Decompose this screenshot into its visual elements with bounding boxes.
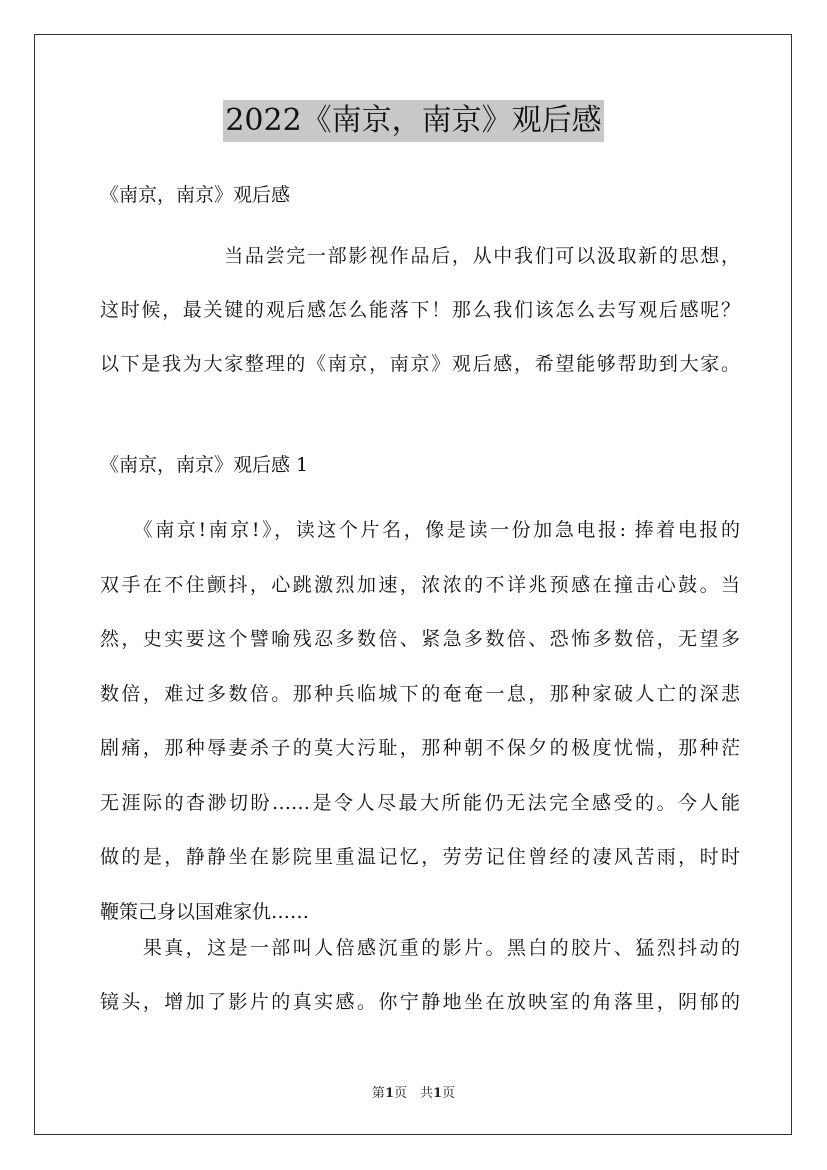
paragraph-line: 剧痛，那种辱妻杀子的莫大污耻，那种朝不保夕的极度忧惴，那种茫 (100, 737, 740, 759)
body-paragraph-2 (100, 921, 740, 1029)
section-heading: 《南京，南京》观后感 1 (100, 454, 309, 476)
document-subtitle: 《南京，南京》观后感 (100, 184, 291, 206)
paragraph-line: 然，史实要这个譬喻残忍多数倍、紧急多数倍、恐怖多数倍，无望多 (100, 628, 740, 650)
paragraph-line: 无涯际的杳渺切盼……是令人尽最大所能仍无法完全感受的。今人能 (100, 791, 740, 814)
intro-line: 这时候，最关键的观后感怎么能落下！那么我们该怎么去写观后感呢？ (100, 299, 740, 321)
paragraph-line: 镜头，增加了影片的真实感。你宁静地坐在放映室的角落里，阴郁的 (100, 991, 740, 1013)
document-title: 2022《南京，南京》观后感 (223, 100, 603, 142)
paragraph-line: 鞭策己身以国难家仇…… (100, 900, 310, 923)
footer-page-number: 1 (384, 1086, 394, 1101)
footer-page-total: 1 (433, 1086, 443, 1101)
footer-mid: 页 共 (393, 1086, 433, 1101)
body-paragraph-1 (100, 503, 740, 939)
title-container (0, 100, 827, 142)
paragraph-line: 做的是，静静坐在影院里重温记忆，劳劳记住曾经的凄风苦雨，时时 (100, 846, 740, 868)
footer-prefix: 第 (371, 1086, 385, 1101)
intro-paragraph (100, 229, 740, 391)
paragraph-line: 双手在不住颤抖，心跳激烈加速，浓浓的不详兆预感在撞击心鼓。当 (100, 573, 740, 596)
page-footer (0, 1082, 827, 1101)
paragraph-line: 《南京!南京!》，读这个片名，像是读一份加急电报: 捧着电报的 (100, 519, 740, 541)
paragraph-line: 果真，这是一部叫人倍感沉重的影片。黑白的胶片、猛烈抖动的 (100, 937, 740, 959)
intro-line: 以下是我为大家整理的《南京，南京》观后感，希望能够帮助到大家。 (100, 353, 740, 375)
paragraph-line: 数倍，难过多数倍。那种兵临城下的奄奄一息，那种家破人亡的深悲 (100, 682, 740, 705)
intro-line: 当品尝完一部影视作品后，从中我们可以汲取新的思想， (100, 245, 740, 267)
footer-suffix: 页 (442, 1086, 456, 1101)
